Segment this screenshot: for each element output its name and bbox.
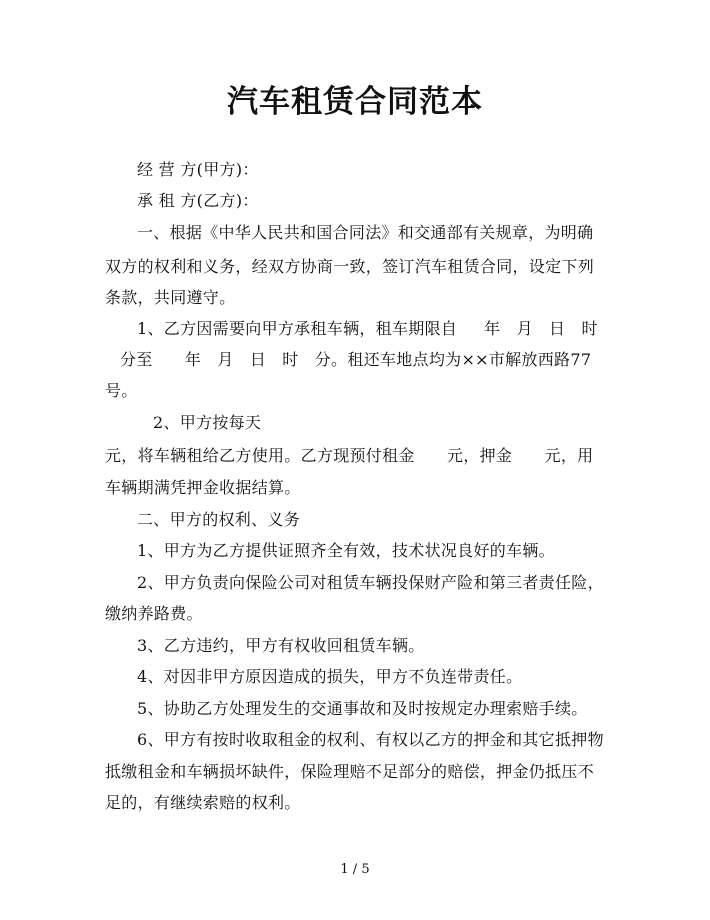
text-line-clause1-1: 一、根据《中华人民共和国合同法》和交通部有关规章，为明确 — [137, 223, 594, 242]
page-number: 1 / 5 — [340, 862, 370, 877]
text-line-lessor-6b: 抵缴租金和车辆损坏缺件，保险理赔不足部分的赔偿，押金仍抵压不 — [105, 762, 595, 781]
text-line-clause1-3: 条款，共同遵守。 — [105, 288, 236, 307]
text-line-rent-3: 车辆期满凭押金收据结算。 — [105, 478, 301, 497]
text-line-clause1-2: 双方的权利和义务，经双方协商一致，签订汽车租赁合同，设定下列 — [105, 257, 595, 276]
text-line-lessor-6: 6、甲方有按时收取租金的权利、有权以乙方的押金和其它抵押物 — [137, 730, 604, 749]
text-line-term-2: 分至 年 月 日 时 分。租还车地点均为××市解放西路77 — [120, 350, 592, 369]
text-line-rent-2: 元，将车辆租给乙方使用。乙方现预付租金 元，押金 元，用 — [105, 446, 594, 465]
text-line-lessor-2: 2、甲方负责向保险公司对租赁车辆投保财产险和第三者责任险， — [137, 573, 604, 592]
section-heading-lessor-rights: 二、甲方的权利、义务 — [137, 510, 301, 529]
text-line-term-1: 1、乙方因需要向甲方承租车辆，租车期限自 年 月 日 时 — [137, 319, 598, 338]
text-line-lessee: 承 租 方(乙方)： — [137, 191, 259, 210]
text-line-lessor-4: 4、对因非甲方原因造成的损失，甲方不负连带责任。 — [137, 667, 523, 686]
text-line-lessor-5: 5、协助乙方处理发生的交通事故和及时按规定办理索赔手续。 — [137, 699, 588, 718]
text-line-operator: 经 营 方(甲方)： — [137, 160, 259, 179]
text-line-lessor-3: 3、乙方违约，甲方有权收回租赁车辆。 — [137, 636, 425, 655]
text-line-rent-1: 2、甲方按每天 — [153, 413, 262, 432]
text-line-lessor-2b: 缴纳养路费。 — [105, 604, 203, 623]
text-line-lessor-6c: 足的，有继续索赔的权利。 — [105, 793, 301, 812]
text-line-term-3: 号。 — [105, 381, 138, 400]
document-title: 汽车租赁合同范本 — [227, 84, 483, 120]
text-line-lessor-1: 1、甲方为乙方提供证照齐全有效，技术状况良好的车辆。 — [137, 541, 555, 560]
